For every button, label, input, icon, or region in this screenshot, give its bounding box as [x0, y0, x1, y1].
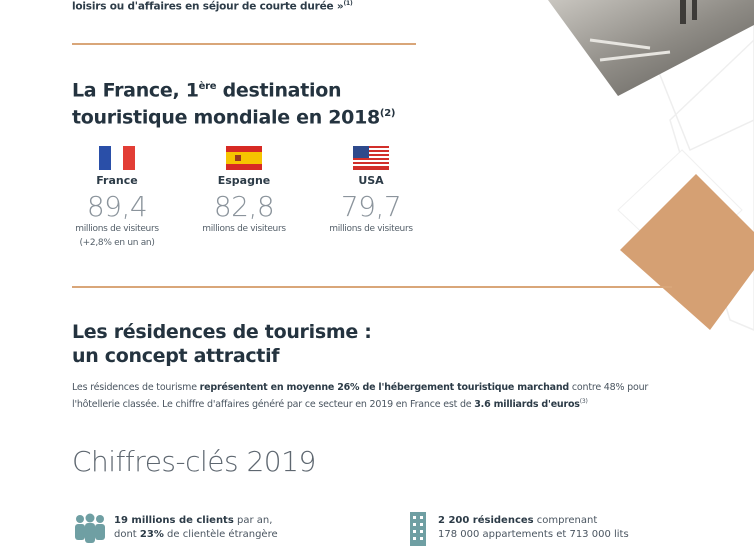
photo-image: [548, 0, 754, 96]
destination-title: La France, 1ère destination touristique mondiale en 2018$^{(2)}$: [72, 79, 396, 129]
usa-flag-icon: [353, 146, 389, 170]
france-flag-icon: [99, 146, 135, 170]
people-icon: [72, 513, 108, 549]
divider: [72, 43, 416, 45]
stat-residences: 2 200 résidences comprenant 178 000 appartements et 713 000 lits: [438, 515, 629, 540]
country-name: USA: [358, 174, 384, 187]
country-usa: [316, 146, 426, 235]
visitor-count: 79,7: [340, 190, 402, 223]
divider: [72, 286, 672, 288]
visitor-unit: millions de visiteurs: [75, 224, 159, 234]
key-figures-title: Chiffres-clés 2019: [72, 445, 316, 478]
visitor-unit: millions de visiteurs: [329, 224, 413, 234]
visitor-count: 89,4: [86, 190, 148, 223]
visitor-growth-note: (+2,8% en un an): [79, 238, 155, 248]
visitor-count: 82,8: [213, 190, 275, 223]
country-name: Espagne: [217, 174, 271, 187]
decorative-shapes: [480, 0, 754, 340]
residences-paragraph: Les résidences de tourisme représentent en moyenne 26% de l'hébergement touristique marchand contre 48% pour l'hôtellerie classée. Le chiffre d'affaires généré par ce secteur en 2019 en France est de 3.6 milliards d'euros$^{(3)}$: [72, 382, 649, 411]
building-icon: [408, 512, 428, 550]
stat-clients: 19 millions de clients par an, dont 23% de clientèle étrangère: [114, 515, 278, 540]
header-quote: loisirs ou d'affaires en séjour de courte durée »$^{(1)}$: [72, 0, 353, 13]
country-france: [62, 146, 172, 249]
spain-flag-icon: [226, 146, 262, 170]
residences-title: Les résidences de tourisme : un concept attractif: [72, 321, 372, 367]
country-spain: [189, 146, 299, 235]
country-name: France: [96, 174, 138, 187]
visitor-unit: millions de visiteurs: [202, 224, 286, 234]
